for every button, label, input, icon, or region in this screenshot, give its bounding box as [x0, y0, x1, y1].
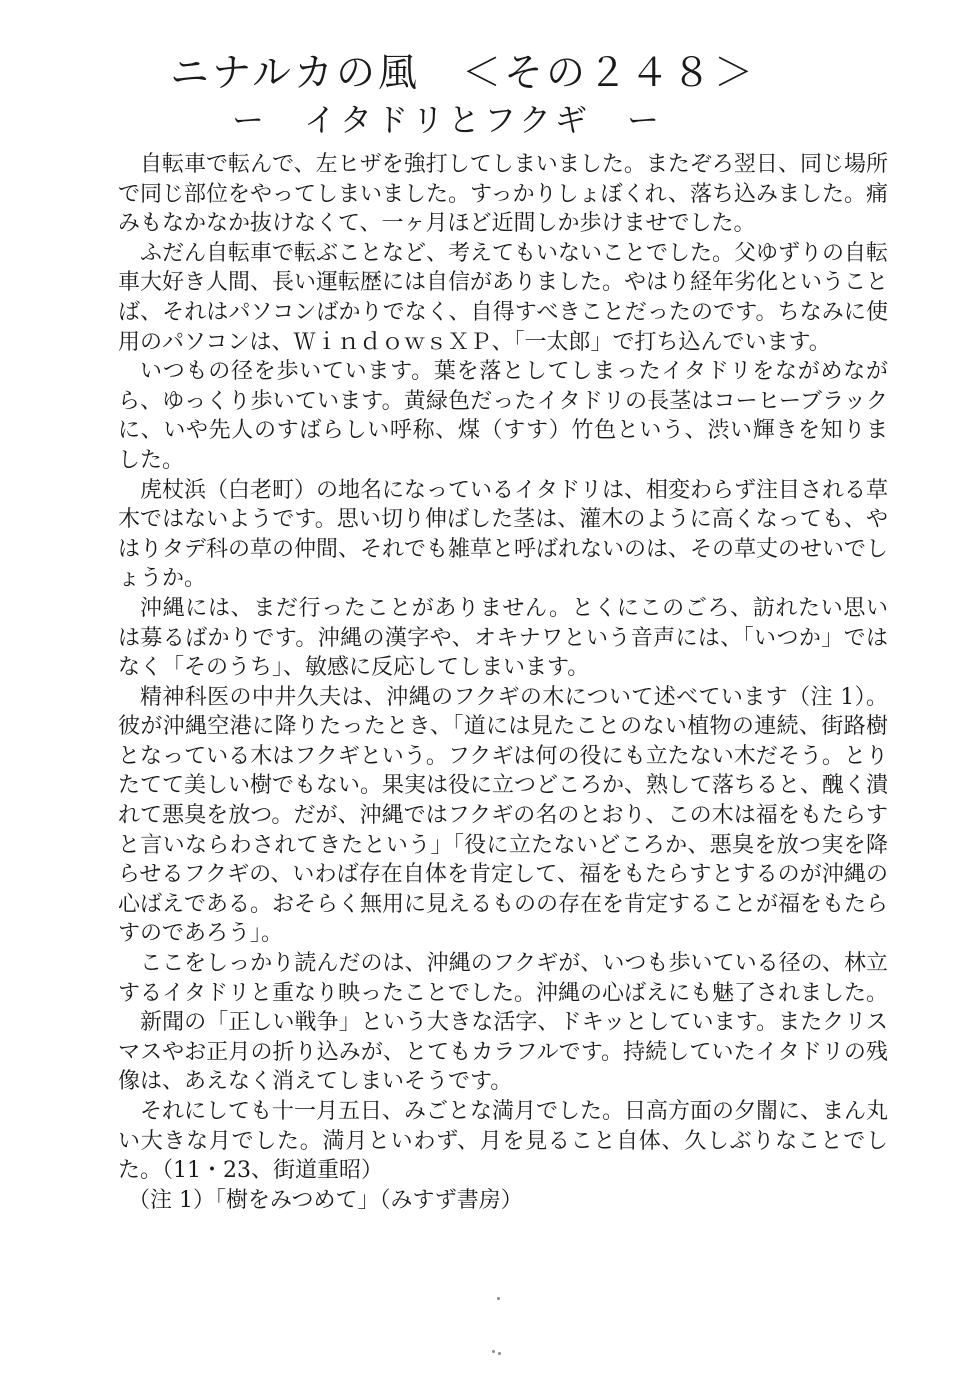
- paragraph: 虎杖浜（白老町）の地名になっているイタドリは、相変わらず注目される草木ではないようです。思い切り伸ばした茎は、灌木のように高くなっても、やはりタデ科の草の仲間、それでも雑草と呼ばれないのは、その草丈のせいでしょうか。: [118, 477, 889, 592]
- paragraph: 精神科医の中井久夫は、沖縄のフクギの木について述べています（注 1）。彼が沖縄空港に降りたったとき、「道には見たことのない植物の連続、街路樹となっている木はフクギという。フクギは何の役にも立たない木だそう。とりたてて美しい樹でもない。果実は役に立つどころか、熟して落ちると、醜く潰れて悪臭を放つ。だが、沖縄ではフクギの名のとおり、この木は福をもたらすと言いならわされてきたという」「役に立たないどころか、悪臭を放つ実を降らせるフクギの、いわば存在自体を肯定して、福をもたらすとするのが沖縄の心ばえである。おそらく無用に見えるものの存在を肯定することが福をもたらすのであろう」。: [118, 684, 889, 947]
- paragraph: 沖縄には、まだ行ったことがありません。とくにこのごろ、訪れたい思いは募るばかりです。沖縄の漢字や、オキナワという音声には、「いつか」ではなく「そのうち」、敏感に反応してしまいます。: [118, 595, 888, 681]
- page-subtitle: ー イタドリとフクギ ー: [232, 101, 664, 139]
- page-title: ニナルカの風 ＜その２４８＞: [170, 51, 757, 96]
- footnote: （注 1）「樹をみつめて」（みすず書房）: [128, 1187, 523, 1213]
- article-body: [118, 150, 888, 1215]
- paragraph: それにしても十一月五日、みごとな満月でした。日高方面の夕闇に、まん丸い大きな月でした。満月といわず、月を見ること自体、久しぶりなことでした。（11・23、街道重昭）: [118, 1099, 889, 1184]
- paragraph: 自転車で転んで、左ヒザを強打してしまいました。またぞろ翌日、同じ場所で同じ部位をやってしまいました。すっかりしょぼくれ、落ち込みました。痛みもなかなか抜けなくて、一ヶ月ほど近間しか歩けませでした。: [118, 152, 889, 237]
- paragraph: ここをしっかり読んだのは、沖縄のフクギが、いつも歩いている径の、林立するイタドリと重なり映ったことでした。沖縄の心ばえにも魅了されました。: [118, 951, 889, 1006]
- scan-speck: [492, 1350, 495, 1353]
- paragraph: 新聞の「正しい戦争」という大きな活字、ドキッとしています。またクリスマスやお正月の折り込みが、とてもカラフルです。持続していたイタドリの残像は、あえなく消えてしまいそうです。: [118, 1010, 888, 1095]
- scan-speck: [497, 1297, 500, 1300]
- paragraph: ふだん自転車で転ぶことなど、考えてもいないことでした。父ゆずりの自転車大好き人間、長い運転歴には自信がありました。やはり経年劣化ということば、それはパソコンばかりでなく、自得すべきことだったのです。ちなみに使用のパソコンは、ＷｉｎｄｏｗｓＸＰ、「一太郎」で打ち込んでいます。: [118, 240, 889, 355]
- paragraph: いつもの径を歩いています。葉を落としてしまったイタドリをながめながら、ゆっくり歩いています。黄緑色だったイタドリの長茎はコーヒーブラックに、いや先人のすばらしい呼称、煤（すす）竹色という、渋い輝きを知りました。: [118, 359, 888, 473]
- scan-speck: [498, 1352, 501, 1355]
